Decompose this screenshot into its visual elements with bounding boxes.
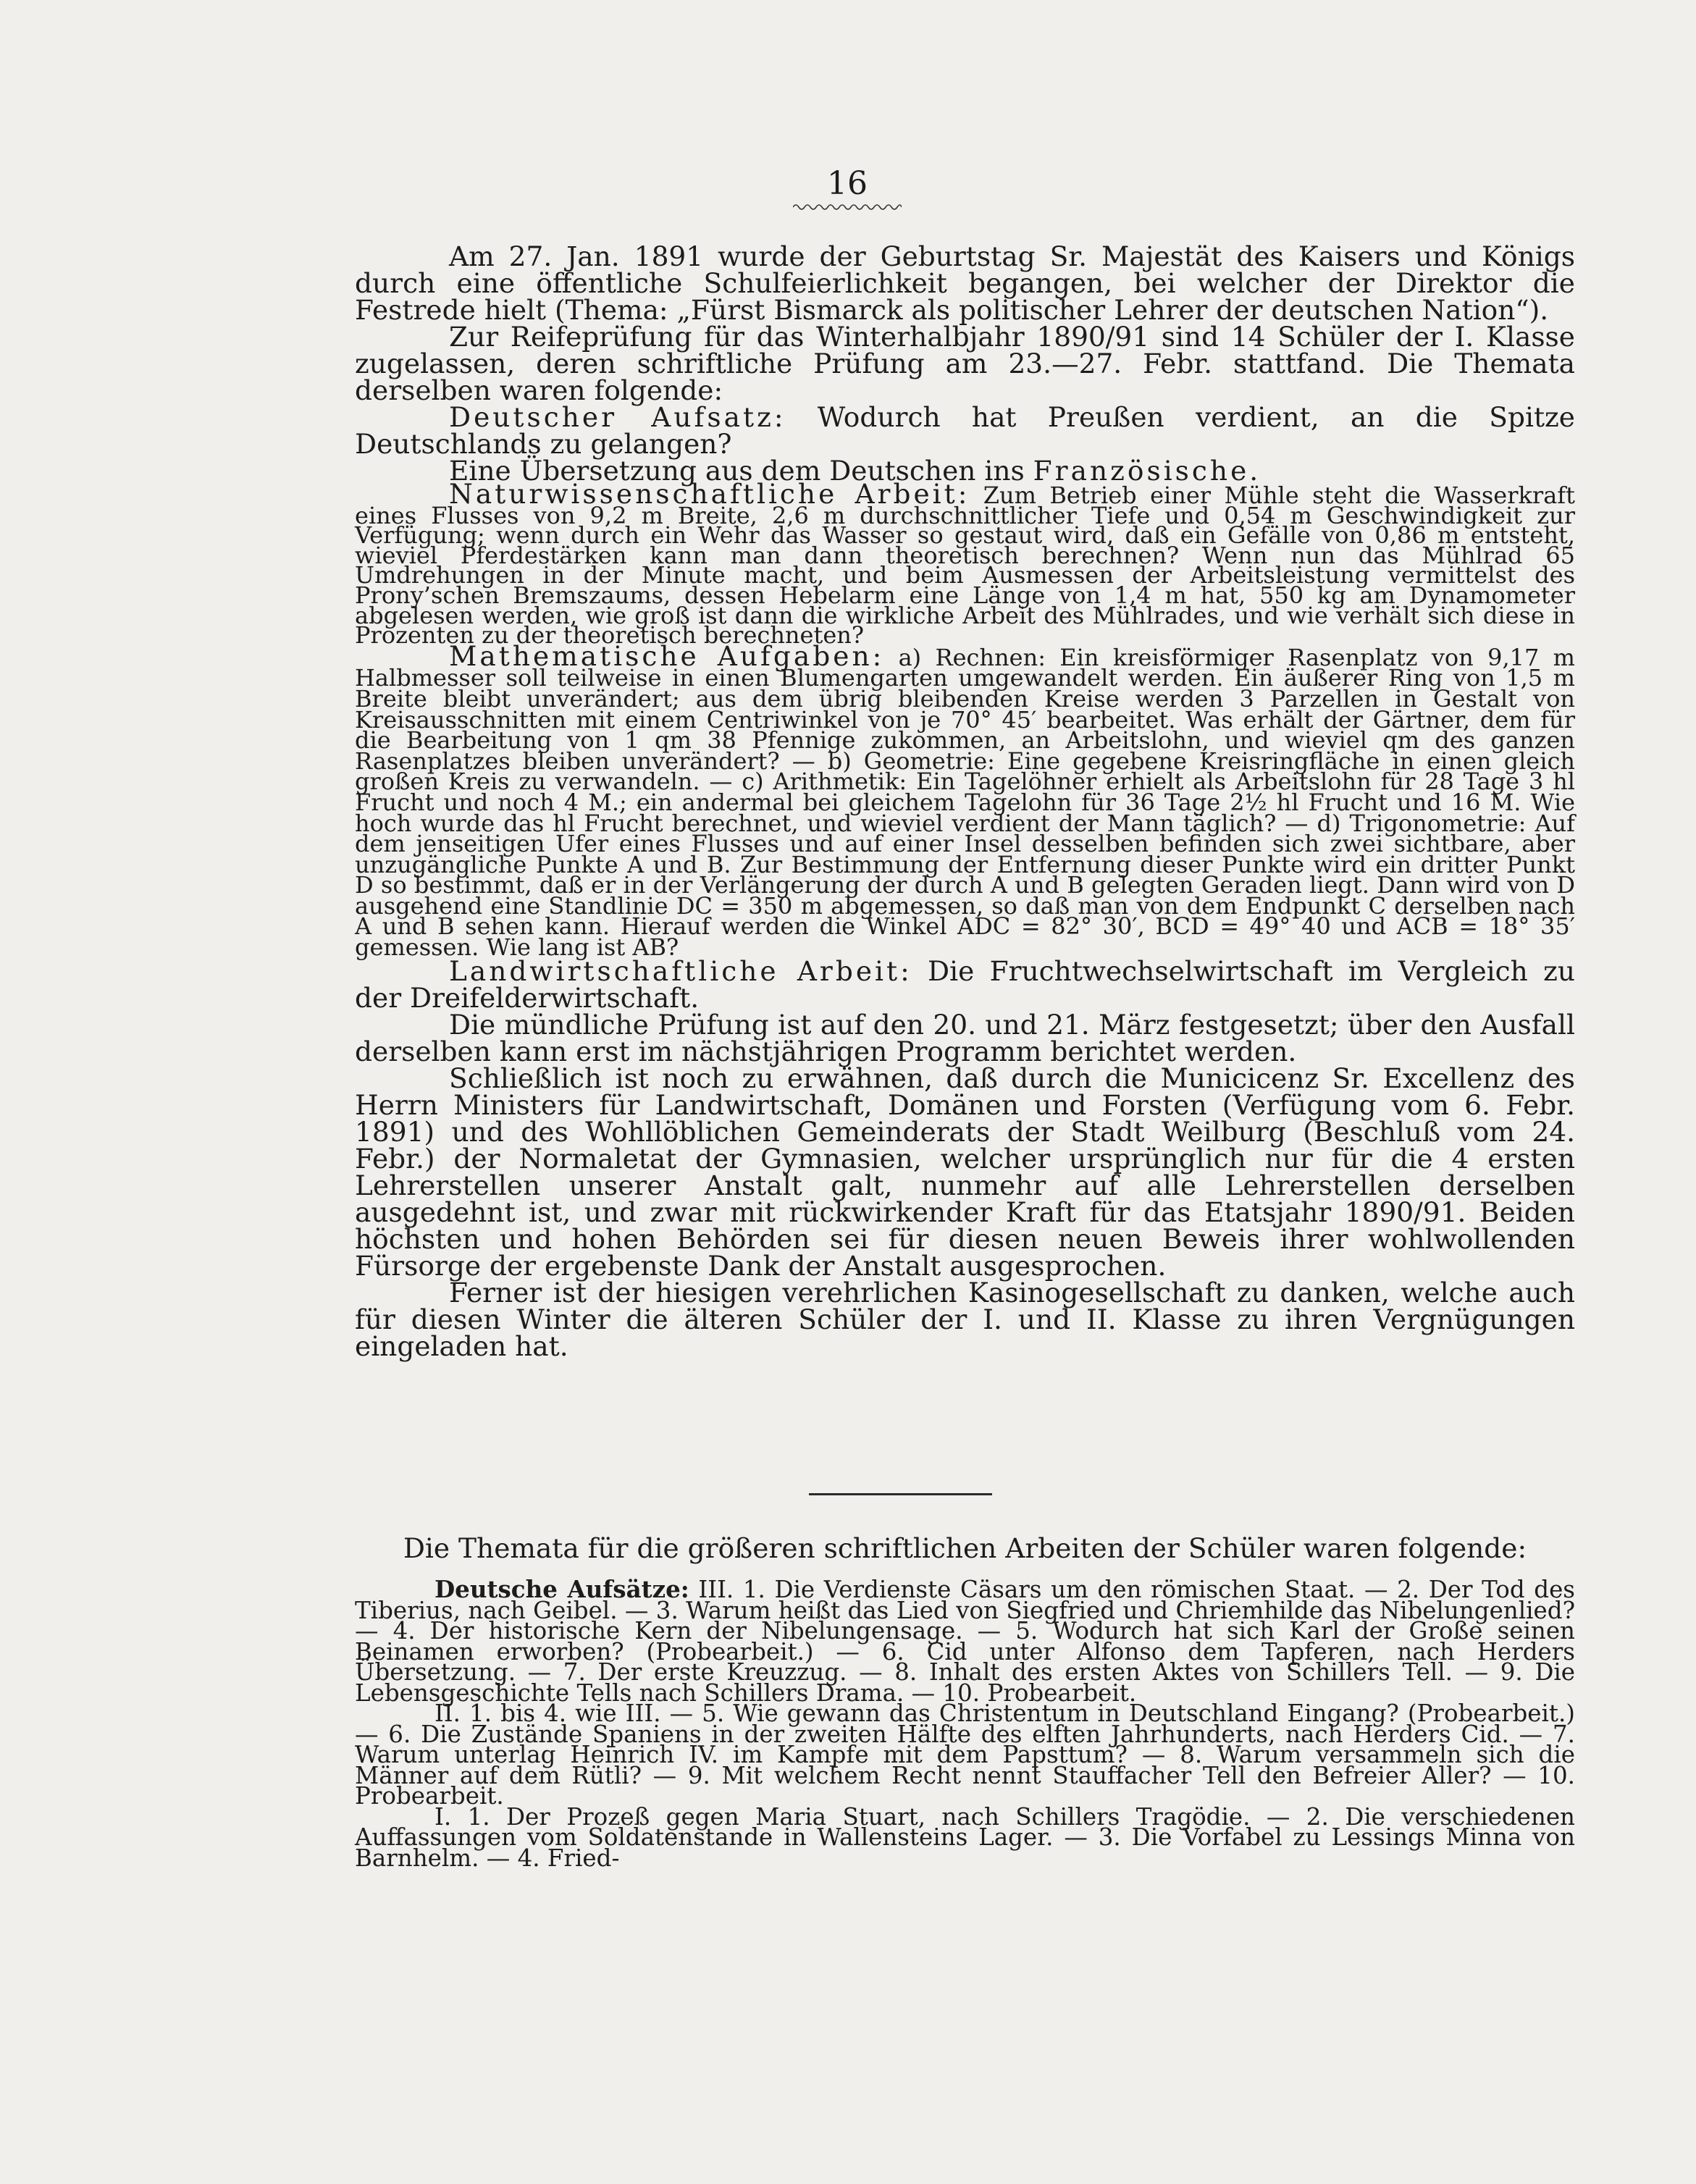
paragraph-kasinogesellschaft: Ferner ist der hiesigen verehrlichen Kasinogesellschaft zu danken, welche auch für diesen Winter die älteren Schüler der I. und II. Klasse zu ihren Vergnügungen eingeladen hat. (355, 1276, 1575, 1362)
paragraph-birthday: Am 27. Jan. 1891 wurde der Geburtstag Sr. Majestät des Kaisers und Königs durch eine öffentliche Schulfeierlichkeit begangen, bei welcher der Direktor die Festrede hielt (Thema: „Fürst Bismarck als politischer Lehrer der deutschen Nation“). (355, 240, 1575, 326)
body-text (355, 240, 1576, 1362)
themes-section (355, 1532, 1575, 1872)
page-number: 16 (827, 165, 868, 202)
landwirtschaft-label: Landwirtschaftliche Arbeit: (449, 954, 912, 987)
page-number-ornament (793, 203, 902, 211)
themes-class-iii (355, 1575, 1575, 1707)
paragraph-naturwissenschaft (355, 478, 1576, 650)
paragraph-normaletat: Schließlich ist noch zu erwähnen, daß durch die Municicenz Sr. Excellenz des Herrn Ministers für Landwirtschaft, Domänen und Forsten (Verfügung vom 6. Febr. 1891) und des Wohllöblichen Gemeinderats der Stadt Weilburg (Beschluß vom 24. Febr.) der Normaletat der Gymnasien, welcher ursprünglich nur für die 4 ersten Lehrerstellen unserer Anstalt galt, nunmehr auf alle Lehrerstellen derselben ausgedehnt ist, und zwar mit rückwirkender Kraft für das Etatsjahr 1890/91. Beiden höchsten und hohen Behörden sei für diesen neuen Beweis ihrer wohlwollenden Fürsorge der ergebenste Dank der Anstalt ausgesprochen. (355, 1062, 1575, 1282)
section-divider (809, 1493, 992, 1495)
mathematik-text: a) Rechnen: Ein kreisförmiger Rasenplatz von 9,17 m Halbmesser soll teilweise in einen Blumengarten umgewandelt werden. Ein äußerer Ring von 1,5 m Breite bleibt unverändert; aus dem übrig bleibenden Kreise werden 3 Parzellen in Gestalt von Kreisausschnitten mit einem Centriwinkel von je 70° 45′ bearbeitet. Was erhält der Gärtner, dem für die Bearbeitung von 1 qm 38 Pfennige zukommen, an Arbeitslohn, und wieviel qm des ganzen Rasenplatzes bleiben unverändert? — b) Geometrie: Eine gegebene Kreisringfläche in einen gleich großen Kreis zu verwandeln. — c) Arithmetik: Ein Tagelöhner erhielt als Arbeitslohn für 28 Tage 3 hl Frucht und noch 4 M.; ein andermal bei gleichem Tagelohn für 36 Tage 2½ hl Frucht und 16 M. Wie hoch wurde das hl Frucht berechnet, und wieviel verdient der Mann täglich? — d) Trigonometrie: Auf dem jenseitigen Ufer eines Flusses und auf einer Insel desselben befinden sich zwei sichtbare, aber unzugängliche Punkte A und B. Zur Bestimmung der Entfernung dieser Punkte wird ein dritter Punkt D so bestimmt, daß er in der Verlängerung der durch A und B gelegten Geraden liegt. Dann wird von D ausgehend eine Standlinie DC = 350 m abgemessen, so daß man von dem Endpunkt C derselben nach A und B sehen kann. Hierauf werden die Winkel ADC = 82° 30′, BCD = 49° 40 und ACB = 18° 35′ gemessen. Wie lang ist AB? (355, 643, 1576, 962)
deutscher-aufsatz-label: Deutscher Aufsatz: (449, 401, 786, 433)
themes-title: Die Themata für die größeren schriftlichen Arbeiten der Schüler waren folgende: (403, 1532, 1527, 1564)
paragraph-landwirtschaft (355, 954, 1575, 1014)
uebersetzung-label: Französische. (1033, 455, 1261, 487)
deutscher-aufsatz-text: Wodurch hat Preußen verdient, an die Spitze Deutschlands zu gelangen? (355, 401, 1575, 460)
paragraph-reifepruefung: Zur Reifeprüfung für das Winterhalbjahr 1890/91 sind 14 Schüler der I. Klasse zugelassen, deren schriftliche Prüfung am 23.—27. Febr. stattfand. Die Themata derselben waren folgende: (355, 321, 1575, 406)
naturwissenschaft-text: Zum Betrieb einer Mühle steht die Wasserkraft eines Flusses von 9,2 m Breite, 2,6 m durchschnittlicher Tiefe und 0,54 m Geschwindigkeit zur Verfügung; wenn durch ein Wehr das Wasser so gestaut wird, daß ein Gefälle von 0,86 m entsteht, wieviel Pferdestärken kann man dann theoretisch berechnen? Wenn nun das Mühlrad 65 Umdrehungen in der Minute macht, und beim Ausmessen der Arbeitsleistung vermittelst des Prony’schen Bremszaums, dessen Hebelarm eine Länge von 1,4 m hat, 550 kg am Dynamometer abgelesen werden, wie groß ist dann die wirkliche Arbeit des Mühlrades, und wie verhält sich diese in Prozenten zu der theoretisch berechneten? (355, 482, 1576, 650)
mathematik-label: Mathematische Aufgaben: (449, 639, 885, 672)
landwirtschaft-text: Die Fruchtwechselwirtschaft im Vergleich zu der Dreifelderwirtschaft. (355, 954, 1575, 1014)
themes-class-i: I. 1. Der Prozeß gegen Maria Stuart, nach Schillers Tragödie. — 2. Die verschiedenen Auffassungen vom Soldatenstande in Wallensteins Lager. — 3. Die Vorfabel zu Lessings Minna von Barnhelm. — 4. Fried- (355, 1802, 1575, 1872)
paragraph-muendliche-pruefung: Die mündliche Prüfung ist auf den 20. und 21. März festgesetzt; über den Ausfall derselben kann erst im nächstjährigen Programm berichtet werden. (355, 1008, 1575, 1067)
uebersetzung-prefix: Eine Übersetzung aus dem Deutschen ins (449, 455, 1025, 487)
themes-class-ii: II. 1. bis 4. wie III. — 5. Wie gewann das Christentum in Deutschland Eingang? (Probearbeit.) — 6. Die Zustände Spaniens in der zweiten Hälfte des elften Jahrhunderts, nach Herders Cid. — 7. Warum unterlag Heinrich IV. im Kampfe mit dem Papsttum? — 8. Warum versammeln sich die Männer auf dem Rütli? — 9. Mit welchem Recht nennt Stauffacher Tell den Befreier Aller? — 10. Probearbeit. (355, 1700, 1575, 1810)
themes-class-iii-text: III. 1. Die Verdienste Cäsars um den römischen Staat. — 2. Der Tod des Tiberius, nach Geibel. — 3. Warum heißt das Lied von Siegfried und Chriemhilde das Nibelungenlied? — 4. Der historische Kern der Nibelungensage. — 5. Wodurch hat sich Karl der Große seinen Beinamen erworben? (Probearbeit.) — 6. Cid unter Alfonso dem Tapferen, nach Herders Übersetzung. — 7. Der erste Kreuzzug. — 8. Inhalt des ersten Aktes von Schillers Tell. — 9. Die Lebensgeschichte Tells nach Schillers Drama. — 10. Probearbeit. (355, 1576, 1575, 1707)
themes-label: Deutsche Aufsätze: (435, 1575, 689, 1603)
paragraph-mathematik (355, 639, 1576, 962)
paragraph-deutscher-aufsatz (355, 401, 1575, 460)
naturwissenschaft-label: Naturwissenschaftliche Arbeit: (449, 478, 970, 510)
